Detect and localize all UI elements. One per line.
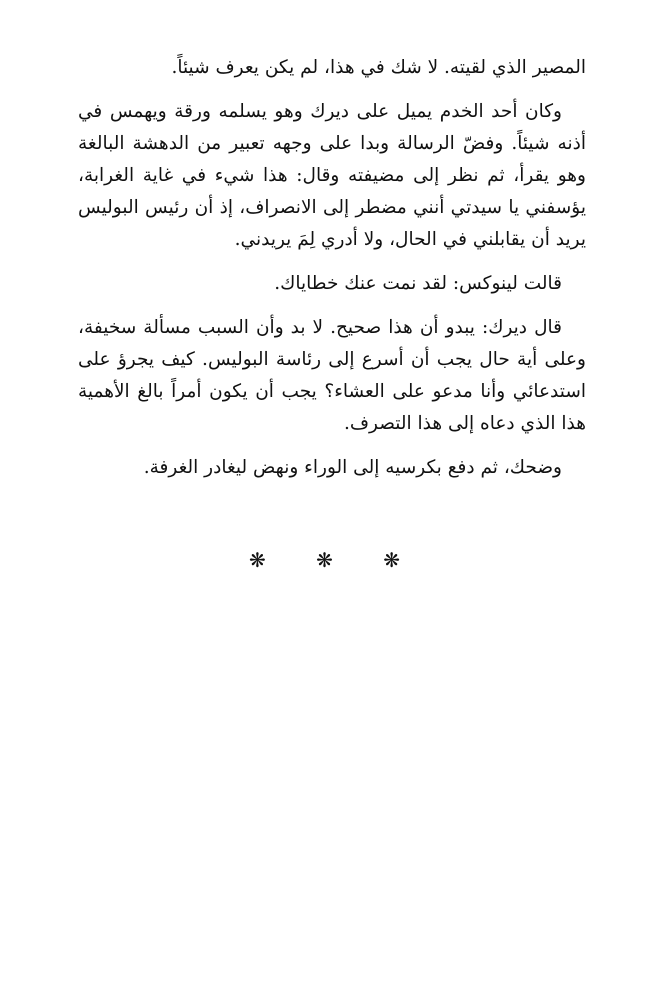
paragraph-lenox-reply: قالت لينوكس: لقد نمت عنك خطاياك.: [274, 273, 562, 294]
paragraph-derek-leaves: وضحك، ثم دفع بكرسيه إلى الوراء ونهض ليغادر الغرفة.: [143, 457, 562, 478]
body-text: [78, 52, 586, 496]
paragraph-servant-message: وكان أحد الخدم يميل على ديرك وهو يسلمه ورقة ويهمس في أذنه شيئاً. وفضّ الرسالة وبدا على وجهه تعبير من الدهشة البالغة وهو يقرأ، ثم نظر إلى مضيفته وقال: هذا شيء في غاية الغرابة، يؤسفني يا سيدتي أنني مضطر إلى الانصراف، إذ أن رئيس البوليس يريد أن يقابلني في الحال، ولا أدري لِمَ يريدني.: [78, 101, 586, 250]
section-divider: [0, 548, 651, 572]
asterism-icon: ❋: [248, 548, 288, 572]
asterism-icon: ❋: [316, 548, 355, 572]
paragraph-continuation: المصير الذي لقيته. لا شك في هذا، لم يكن يعرف شيئاً.: [171, 57, 586, 78]
asterism-icon: ❋: [383, 548, 422, 572]
paragraph-derek-reply: قال ديرك: يبدو أن هذا صحيح. لا بد وأن السبب مسألة سخيفة، وعلى أية حال يجب أن أسرع إلى رئاسة البوليس. كيف يجرؤ على استدعائي وأنا مدعو على العشاء؟ يجب أن يكون أمراً بالغ الأهمية هذا الذي دعاه إلى هذا التصرف.: [78, 317, 586, 434]
